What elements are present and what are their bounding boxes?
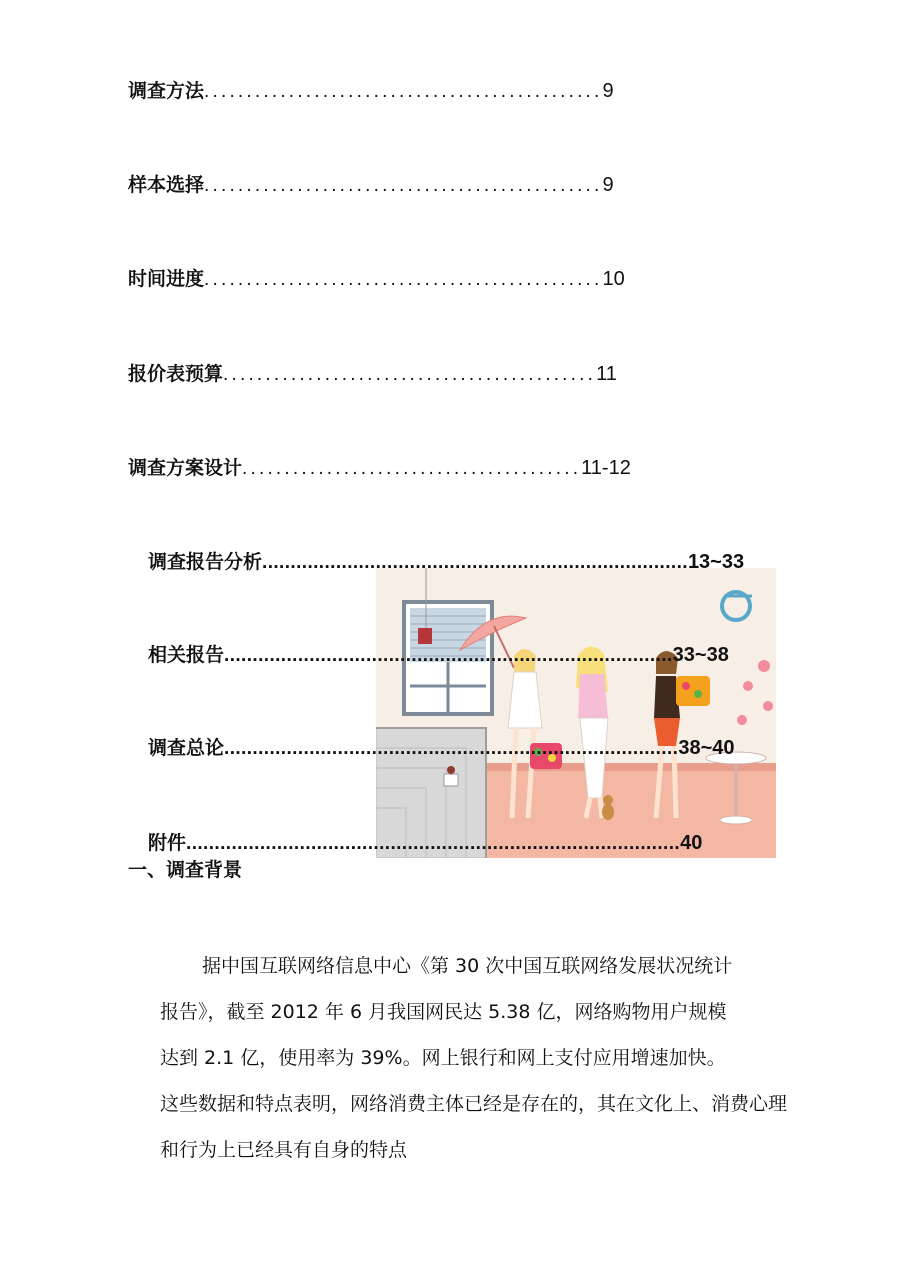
toc-title: 报价表预算 (128, 363, 224, 385)
toc-leader: ............................................ (223, 364, 597, 385)
toc-title: 相关报告 (148, 644, 225, 666)
toc-leader: ....................................................................................... (186, 833, 681, 854)
figure-toc-row-appendix (148, 831, 702, 856)
paragraph-line-4: 这些数据和特点表明，网络消费主体已经是存在的，其在文化上、消费心理 (160, 1093, 788, 1115)
toc-title: 样本选择 (128, 174, 205, 196)
toc-illustration-figure (140, 540, 780, 860)
toc-page: 11-12 (581, 457, 631, 479)
toc-page: 38~40 (678, 737, 735, 759)
section-heading: 一、调查背景 (128, 859, 243, 881)
figure-toc-row-analysis (148, 550, 744, 575)
toc-leader: ............................................................................... (224, 645, 673, 666)
toc-title: 调查方案设计 (128, 457, 243, 479)
shopping-girls-illustration (376, 568, 776, 858)
toc-leader: ............................................... (204, 175, 603, 196)
toc-row-schedule (128, 267, 625, 292)
figure-toc-row-related (148, 643, 729, 668)
paragraph-line-3: 达到 2.1 亿，使用率为 39%。网上银行和网上支付应用增速加快。 (160, 1047, 726, 1069)
toc-page: 10 (602, 268, 625, 290)
toc-row-sample (128, 173, 614, 198)
toc-page: 11 (596, 363, 617, 385)
toc-row-design (128, 456, 631, 481)
figure-toc-row-summary (148, 736, 735, 761)
toc-leader: ........................................................................... (262, 552, 688, 573)
toc-row-methods (128, 79, 614, 104)
toc-leader: ............................................... (204, 81, 603, 102)
toc-title: 调查方法 (128, 80, 205, 102)
paragraph-line-1: 据中国互联网络信息中心《第 30 次中国互联网络发展状况统计 (202, 955, 733, 977)
paragraph-line-2: 报告》，截至 2012 年 6 月我国网民达 5.38 亿，网络购物用户规模 (160, 1001, 727, 1023)
toc-title: 调查报告分析 (148, 551, 263, 573)
toc-title: 附件 (148, 832, 187, 854)
toc-leader: ........................................ (242, 458, 582, 479)
toc-page: 9 (602, 80, 614, 102)
toc-leader: ............................................... (204, 269, 603, 290)
toc-page: 40 (680, 832, 703, 854)
toc-title: 时间进度 (128, 268, 205, 290)
paragraph-line-5: 和行为上已经具有自身的特点 (160, 1139, 408, 1161)
toc-page: 13~33 (687, 551, 745, 573)
toc-page: 33~38 (672, 644, 729, 666)
toc-title: 调查总论 (148, 737, 225, 759)
toc-leader: ................................................................................ (224, 738, 679, 759)
toc-page: 9 (602, 174, 614, 196)
toc-row-budget (128, 362, 617, 387)
